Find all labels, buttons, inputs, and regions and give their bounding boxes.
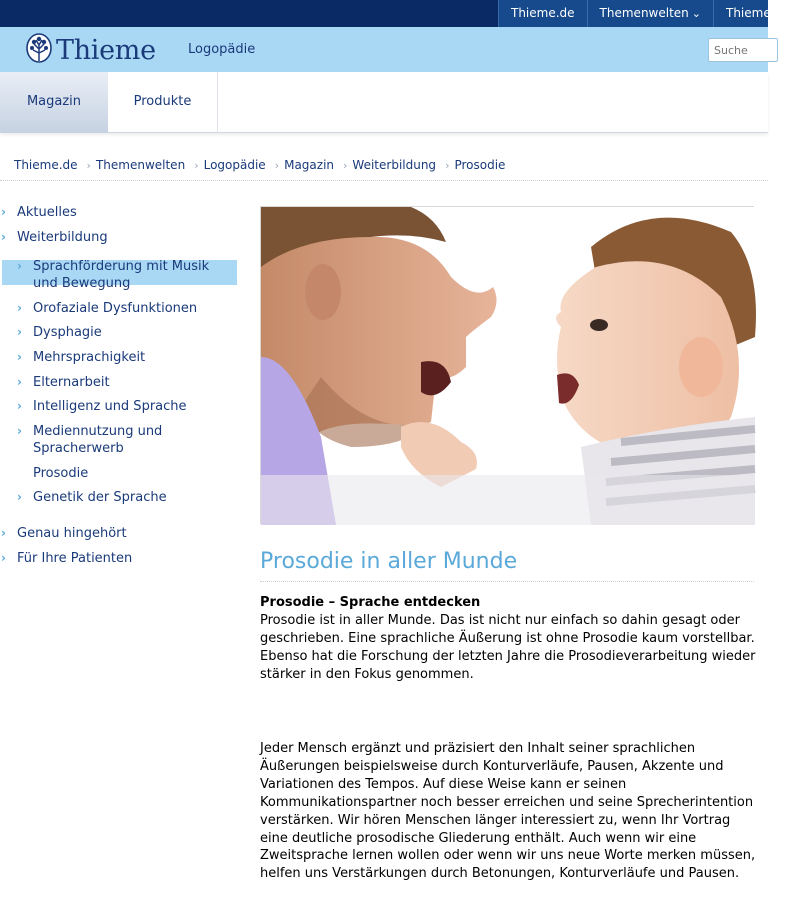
sidebar-item-label: Genetik der Sprache bbox=[33, 490, 167, 505]
chevron-right-icon: › bbox=[17, 375, 22, 389]
sidebar-item-prosodie[interactable] bbox=[33, 465, 88, 482]
sidebar-item-weiterbildung[interactable] bbox=[1, 229, 108, 246]
top-link-themenwelten[interactable] bbox=[587, 0, 713, 27]
top-link-themenwelten-label: Themenwelten bbox=[599, 6, 689, 20]
chevron-right-icon: › bbox=[1, 230, 6, 244]
top-links bbox=[498, 0, 789, 27]
hero-image bbox=[260, 206, 754, 524]
site-header bbox=[0, 27, 768, 72]
sidebar-item-fuer-ihre-patienten[interactable] bbox=[1, 550, 133, 567]
title-divider bbox=[260, 581, 754, 582]
sidebar-item-label: Orofaziale Dysfunktionen bbox=[33, 301, 198, 316]
thieme-logo[interactable] bbox=[26, 33, 156, 67]
sidebar-item-orofaziale[interactable] bbox=[17, 300, 198, 317]
sidebar-item-genau-hingehoert[interactable] bbox=[1, 525, 127, 542]
sidebar-item-label: Genau hingehört bbox=[17, 526, 127, 541]
sidebar-item-elternarbeit[interactable] bbox=[17, 374, 110, 391]
chevron-right-icon: › bbox=[1, 526, 6, 540]
chevron-right-icon: › bbox=[17, 301, 22, 315]
chevron-right-icon: › bbox=[17, 325, 22, 339]
main-nav bbox=[0, 72, 768, 133]
breadcrumb-label: Thieme.de bbox=[14, 158, 78, 172]
article-paragraph: Jeder Mensch ergänzt und präzisiert den Inhalt seiner sprachlichen Äußerungen beispielsweise durch Konturverläufe, Pausen, Akzente und Variationen des Tempos. Auf diese Weise kann er seinen Kommunikationspartner noch besser erreichen und seine Sprecherintention verstärken. Wir hören Menschen länger interessiert zu, wenn Ihr Vortrag eine deutliche prosodische Gliederung enthält. Auch wenn wir eine Zweitsprache lernen wollen oder wenn wir uns neue Worte merken müssen, helfen uns Verstärkungen durch Betonungen, Konturverläufe und Pausen. bbox=[260, 741, 756, 882]
search-input[interactable] bbox=[708, 38, 778, 62]
article-paragraph: Prosodie ist in aller Munde. Das ist nicht nur einfach so dahin gesagt oder geschrieben. Eine sprachliche Äußerung ist ohne Prosodie kaum vorstellbar. Ebenso hat die Forschung der letzten Jahre die Prosodieverarbeitung wieder stärker in den Fokus genommen. bbox=[260, 613, 756, 682]
article-title: Prosodie in aller Munde bbox=[260, 549, 518, 574]
breadcrumb-label: Weiterbildung bbox=[352, 158, 437, 172]
tab-produkte[interactable]: Produkte bbox=[108, 72, 218, 133]
sidebar-item-label: Sprachförderung mit Musik und Bewegung bbox=[33, 259, 210, 291]
tree-logo-icon bbox=[26, 33, 52, 67]
top-link-thieme[interactable]: Thieme.de bbox=[511, 6, 575, 20]
sidebar-item-dysphagie[interactable] bbox=[17, 324, 102, 341]
breadcrumb-item[interactable] bbox=[87, 158, 186, 172]
breadcrumb-divider bbox=[0, 180, 768, 181]
sidebar-item-aktuelles[interactable] bbox=[1, 204, 77, 221]
breadcrumb-item[interactable] bbox=[275, 158, 334, 172]
sidebar-item-genetik[interactable] bbox=[17, 489, 167, 506]
breadcrumb-label: Logopädie bbox=[203, 158, 266, 172]
chevron-right-icon: › bbox=[17, 259, 22, 273]
section-title[interactable]: Logopädie bbox=[188, 42, 256, 57]
chevron-right-icon: › bbox=[445, 158, 450, 172]
breadcrumb bbox=[14, 158, 514, 172]
chevron-right-icon: › bbox=[274, 158, 280, 172]
breadcrumb-label: Magazin bbox=[284, 158, 335, 172]
chevron-right-icon: › bbox=[17, 399, 22, 413]
breadcrumb-item-current[interactable] bbox=[445, 158, 505, 172]
tab-magazin[interactable]: Magazin bbox=[0, 72, 108, 133]
sidebar-item-sprachfoerderung[interactable] bbox=[17, 258, 233, 292]
sidebar-item-label: Intelligenz und Sprache bbox=[33, 399, 187, 414]
chevron-right-icon: › bbox=[343, 158, 348, 172]
chevron-right-icon: › bbox=[1, 551, 6, 565]
breadcrumb-item[interactable] bbox=[343, 158, 436, 172]
sidebar-item-label: Prosodie bbox=[33, 466, 89, 481]
sidebar-item-label: Mehrsprachigkeit bbox=[33, 350, 146, 365]
chevron-right-icon: › bbox=[17, 424, 22, 438]
breadcrumb-label: Prosodie bbox=[454, 158, 506, 172]
chevron-right-icon: › bbox=[17, 350, 22, 364]
sidebar-item-label: Dysphagie bbox=[33, 325, 102, 340]
breadcrumb-label: Themenwelten bbox=[95, 158, 186, 172]
chevron-right-icon: › bbox=[86, 158, 91, 172]
chevron-right-icon: › bbox=[1, 205, 6, 219]
sidebar-item-intelligenz[interactable] bbox=[17, 398, 187, 415]
sidebar-item-mehrsprachigkeit[interactable] bbox=[17, 349, 146, 366]
article-subtitle: Prosodie – Sprache entdecken bbox=[260, 595, 481, 610]
breadcrumb-item[interactable] bbox=[14, 158, 78, 172]
sidebar-item-label: Elternarbeit bbox=[33, 375, 110, 390]
sidebar-item-mediennutzung[interactable] bbox=[17, 423, 193, 457]
sidebar-item-label: Aktuelles bbox=[17, 205, 77, 220]
brand-name: Thieme bbox=[56, 34, 156, 66]
chevron-right-icon: › bbox=[194, 158, 199, 172]
father-baby-photo bbox=[261, 207, 755, 525]
sidebar-item-label: Mediennutzung und Spracherwerb bbox=[33, 424, 163, 456]
sidebar-item-label: Weiterbildung bbox=[17, 230, 108, 245]
chevron-right-icon: › bbox=[17, 490, 22, 504]
chevron-down-icon: ⌄ bbox=[691, 7, 701, 20]
top-utility-bar bbox=[0, 0, 789, 27]
sidebar-item-label: Für Ihre Patienten bbox=[17, 551, 133, 566]
top-link-thieme-gruppe[interactable]: Thieme Gr bbox=[713, 0, 801, 27]
breadcrumb-item[interactable] bbox=[194, 158, 266, 172]
